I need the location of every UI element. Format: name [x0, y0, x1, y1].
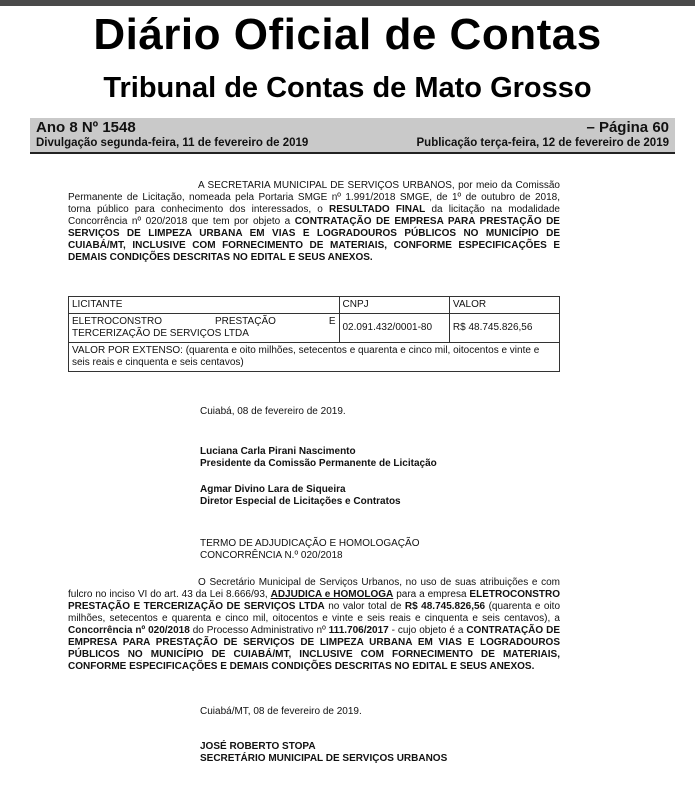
- signatory-role: SECRETÁRIO MUNICIPAL DE SERVIÇOS URBANOS: [200, 753, 448, 764]
- signatory-name: Luciana Carla Pirani Nascimento: [200, 446, 356, 457]
- signatory-role: Diretor Especial de Licitações e Contratos: [200, 496, 401, 507]
- signature-block-1: [200, 446, 437, 470]
- term-title: TERMO DE ADJUDICAÇÃO E HOMOLOGAÇÃO: [200, 538, 420, 549]
- header-cnpj: CNPJ: [339, 297, 449, 314]
- table-row-extenso: [69, 343, 560, 372]
- header-value: VALOR: [449, 297, 559, 314]
- term-heading: [200, 538, 419, 562]
- page-number: – Página 60: [586, 119, 669, 136]
- masthead-title: Diário Oficial de Contas: [93, 10, 602, 59]
- publication-date: Publicação terça-feira, 12 de fevereiro de 2019: [416, 137, 669, 149]
- signature-block-3: [200, 741, 447, 765]
- table-row: [69, 314, 560, 343]
- edition-number: Ano 8 Nº 1548: [36, 119, 136, 136]
- date-line-1: Cuiabá, 08 de fevereiro de 2019.: [200, 406, 346, 417]
- bidder-name: ELETROCONSTRO PRESTAÇÃO E TERCERIZAÇÃO DE SERVIÇOS LTDA: [69, 314, 340, 343]
- bidder-cnpj: 02.091.432/0001-80: [339, 314, 449, 343]
- top-rule: [0, 0, 695, 6]
- masthead-subtitle: Tribunal de Contas de Mato Grosso: [103, 72, 592, 104]
- disclosure-date: Divulgação segunda-feira, 11 de fevereiro de 2019: [36, 137, 309, 149]
- date-line-2: Cuiabá/MT, 08 de fevereiro de 2019.: [200, 706, 362, 717]
- edition-info-bar: [30, 118, 675, 154]
- bidder-table: [68, 296, 560, 372]
- header-bidder: LICITANTE: [69, 297, 340, 314]
- result-notice: A SECRETARIA MUNICIPAL DE SERVIÇOS URBANOS, por meio da Comissão Permanente de Licitação, nomeada pela Portaria SMGE nº 1.991/2018 SMGE, de 1º de outubro de 2018, torna público para conhecimento dos interessados, o RESULTADO FINAL da licitação na modalidade Concorrência nº 020/2018 que tem por objeto a CONTRATAÇÃO DE EMPRESA PARA PRESTAÇÃO DE SERVIÇOS DE LIMPEZA URBANA EM VIAS E LOGRADOUROS PÚBLICOS NO MUNICÍPIO DE CUIABÁ/MT, INCLUSIVE COM FORNECIMENTO DE MATERIAIS, CONFORME ESPECIFICAÇÕES E DEMAIS CONDIÇÕES DESCRITAS NO EDITAL E SEUS ANEXOS.: [68, 180, 560, 263]
- signature-block-2: [200, 484, 401, 508]
- signatory-name: Agmar Divino Lara de Siqueira: [200, 484, 346, 495]
- term-subtitle: CONCORRÊNCIA N.º 020/2018: [200, 550, 343, 561]
- value-in-words: VALOR POR EXTENSO: (quarenta e oito milhões, setecentos e quarenta e cinco mil, oitocentos e vinte e seis reais e cinquenta e seis centavos): [69, 343, 560, 372]
- adjudication-notice: O Secretário Municipal de Serviços Urbanos, no uso de suas atribuições e com fulcro no inciso VI do art. 43 da Lei 8.666/93, ADJUDICA e HOMOLOGA para a empresa ELETROCONSTRO PRESTAÇÃO E TERCERIZAÇÃO DE SERVIÇOS LTDA no valor total de R$ 48.745.826,56 (quarenta e oito milhões, setecentos e quarenta e cinco mil, oitocentos e vinte e seis reais e cinquenta e seis centavos), a Concorrência nº 020/2018 do Processo Administrativo nº 111.706/2017 - cujo objeto é a CONTRATAÇÃO DE EMPRESA PARA PRESTAÇÃO DE SERVIÇOS DE LIMPEZA URBANA EM VIAS E LOGRADOUROS PÚBLICOS NO MUNICÍPIO DE CUIABÁ/MT, INCLUSIVE COM FORNECIMENTO DE MATERIAIS, CONFORME ESPECIFICAÇÕES E DEMAIS CONDIÇÕES DESCRITAS NO EDITAL E SEUS ANEXOS.: [68, 577, 561, 672]
- bidder-value: R$ 48.745.826,56: [449, 314, 559, 343]
- signatory-role: Presidente da Comissão Permanente de Licitação: [200, 458, 437, 469]
- table-header-row: [69, 297, 560, 314]
- signatory-name: JOSÉ ROBERTO STOPA: [200, 741, 316, 752]
